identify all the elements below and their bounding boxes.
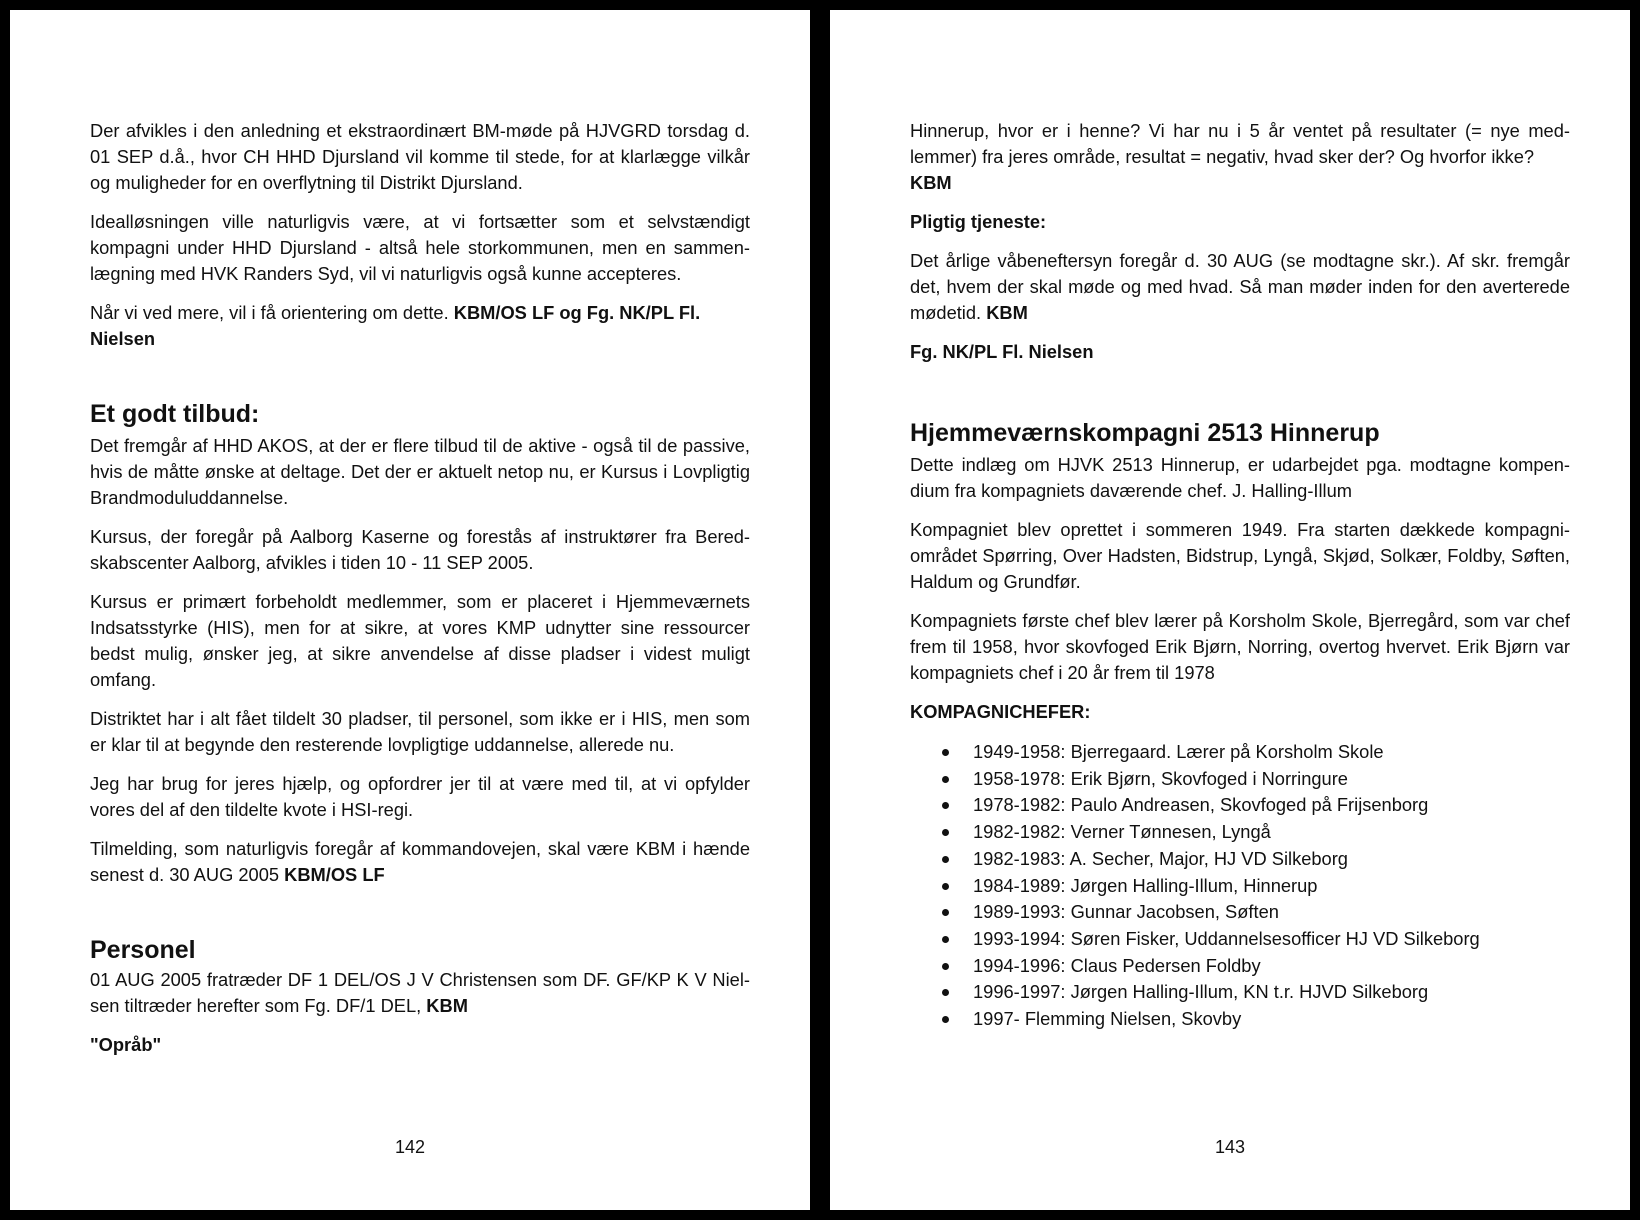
chef-entry: 1997- Flemming Nielsen, Skovby [973,1008,1242,1030]
hinnerup-paragraph [910,118,1570,196]
kompagni-paragraph-1: Dette indlæg om HJVK 2513 Hinnerup, er udarbejdet pga. modtagne kompendium fra kompagniets daværende chef. J. Halling-Illum [910,454,1570,501]
chef-entry: 1958-1978: Erik Bjørn, Skovfoged i Norringure [973,767,1348,789]
list-item [910,792,1570,819]
pligtig-label-text: Pligtig tjeneste: [910,211,1047,232]
chef-entry: 1949-1958: Bjerregaard. Lærer på Korsholm Skole [973,741,1384,762]
section-heading-kompagni: Hjemmeværnskompagni 2513 Hinnerup [910,419,1380,447]
tilbud-paragraph-2: Kursus, der foregår på Aalborg Kaserne og forestås af instruktører fra Beredskabscenter Aalborg, afvikles i tiden 10 - 11 SEP 2005. [90,526,750,573]
personel-paragraph-1 [90,967,750,1019]
bullet-icon [942,749,949,756]
right-page-content [910,118,1570,1033]
bullet-icon [942,989,949,996]
pligtig-paragraph-signature: KBM [986,302,1028,323]
chef-entry: 1982-1983: A. Secher, Major, HJ VD Silkeborg [973,847,1348,869]
intro-paragraph-3-signature: KBM/OS LF og Fg. NK/PL Fl. Nielsen [90,302,701,349]
list-item [910,1006,1570,1033]
personel-oprab-label: "Opråb" [90,1034,162,1055]
list-item [910,846,1570,873]
tilbud-paragraph-6-signature: KBM/OS LF [284,864,385,885]
bullet-icon [942,936,949,943]
chef-entry: 1984-1989: Jørgen Halling-Illum, Hinnerup [973,874,1318,896]
personel-paragraph-1-text: 01 AUG 2005 fratræder DF 1 DEL/OS J V Christensen som DF. GF/KP K V Nielsen tiltræder herefter som Fg. DF/1 DEL, [90,969,750,1016]
bullet-icon [942,1016,949,1023]
chef-entry: 1996-1997: Jørgen Halling-Illum, KN t.r. HJVD Silkeborg [973,981,1429,1003]
bullet-icon [942,883,949,890]
tilbud-paragraph-6 [90,836,750,888]
bullet-icon [942,963,949,970]
chef-entry: 1978-1982: Paulo Andreasen, Skovfoged på Frijsenborg [973,794,1429,816]
hinnerup-paragraph-signature: KBM [910,172,952,193]
tilbud-paragraph-3: Kursus er primært forbeholdt medlemmer, som er placeret i Hjemmeværnets Indsatsstyrke (HIS), men for at sikre, at vores KMP udnytter sine ressourcer bedst mulig, ønsker jeg, at sikre anvendelse af disse pladser i videst muligt omfang. [90,591,750,690]
page-number-right: 143 [1214,1137,1246,1157]
bullet-icon [942,909,949,916]
list-item [910,739,1570,766]
tilbud-paragraph-5: Jeg har brug for jeres hjælp, og opfordrer jer til at være med til, at vi opfylder vores del af den tildelte kvote i HSI-regi. [90,773,750,820]
kompagnichefer-label [910,699,1570,725]
chef-entry: 1994-1996: Claus Pedersen Foldby [973,954,1261,976]
left-page-content [90,118,750,1071]
section-heading-personel: Personel [90,936,196,964]
bullet-icon [942,829,949,836]
list-item [910,926,1570,953]
chef-list [910,739,1570,1033]
intro-paragraph-3 [90,300,750,352]
bullet-icon [942,776,949,783]
intro-paragraph-2: Idealløsningen ville naturligvis være, at vi fortsætter som et selvstændigt kompagni under HHD Djursland - altså hele storkommunen, men en sammenlægning med HVK Randers Syd, vil vi naturligvis også kunne accepteres. [90,211,750,284]
tilbud-paragraph-1: Det fremgår af HHD AKOS, at der er flere tilbud til de aktive - også til de passive, hvis de måtte ønske at deltage. Det der er aktuelt netop nu, er Kursus i Lovpligtig Brandmoduluddannelse. [90,435,750,508]
chef-entry: 1993-1994: Søren Fisker, Uddannelsesofficer HJ VD Silkeborg [973,927,1480,949]
intro-paragraph-1: Der afvikles i den anledning et ekstraordinært BM-møde på HJVGRD torsdag d. 01 SEP d.å., hvor CH HHD Djursland vil komme til stede, for at klarlægge vilkår og muligheder for en overflytning til Distrikt Djursland. [90,120,750,193]
left-page [10,10,810,1210]
kompagni-paragraph-3: Kompagniets første chef blev lærer på Korsholm Skole, Bjerregård, som var chef frem til 1958, hvor skovfoged Erik Bjørn, Norring, overtog hvervet. Erik Bjørn var kompagniets chef i 20 år frem til 1978 [910,610,1570,683]
chef-entry: 1989-1993: Gunnar Jacobsen, Søften [973,901,1279,923]
pligtig-paragraph [910,248,1570,326]
personel-paragraph-1-signature: KBM [426,995,468,1016]
pligtig-paragraph-text: Det årlige våbeneftersyn foregår d. 30 AUG (se modtagne skr.). Af skr. fremgår det, hvem der skal møde og med hvad. Så man møder inden for den averterede mødetid. [910,250,1570,323]
list-item [910,873,1570,900]
bullet-icon [942,856,949,863]
right-signature-text: Fg. NK/PL Fl. Nielsen [910,341,1094,362]
pligtig-label [910,209,1570,235]
right-signature [910,339,1570,365]
intro-paragraph-3-text: Når vi ved mere, vil i få orientering om dette. [90,302,454,323]
section-heading-tilbud: Et godt tilbud: [90,400,260,428]
right-page [830,10,1630,1210]
personel-oprab [90,1032,750,1058]
list-item [910,899,1570,926]
page-number-left: 142 [394,1137,426,1157]
chef-entry: 1982-1982: Verner Tønnesen, Lyngå [973,821,1271,843]
tilbud-paragraph-4: Distriktet har i alt fået tildelt 30 pladser, til personel, som ikke er i HIS, men som er klar til at begynde den resterende lovpligtige uddannelse, allerede nu. [90,708,750,755]
list-item [910,979,1570,1006]
kompagnichefer-label-text: KOMPAGNICHEFER: [910,701,1091,722]
list-item [910,766,1570,793]
bullet-icon [942,802,949,809]
kompagni-paragraph-2: Kompagniet blev oprettet i sommeren 1949. Fra starten dækkede kompagniområdet Spørring, Over Hadsten, Bidstrup, Lyngå, Skjød, Solkær, Foldby, Søften, Haldum og Grundfør. [910,519,1570,592]
list-item [910,953,1570,980]
tilbud-paragraph-6-text: Tilmelding, som naturligvis foregår af kommandovejen, skal være KBM i hænde senest d. 30 AUG 2005 [90,838,750,885]
list-item [910,819,1570,846]
hinnerup-paragraph-text: Hinnerup, hvor er i henne? Vi har nu i 5 år ventet på resultater (= nye medlemmer) fra jeres område, resultat = negativ, hvad sker der? Og hvorfor ikke? [910,120,1570,167]
